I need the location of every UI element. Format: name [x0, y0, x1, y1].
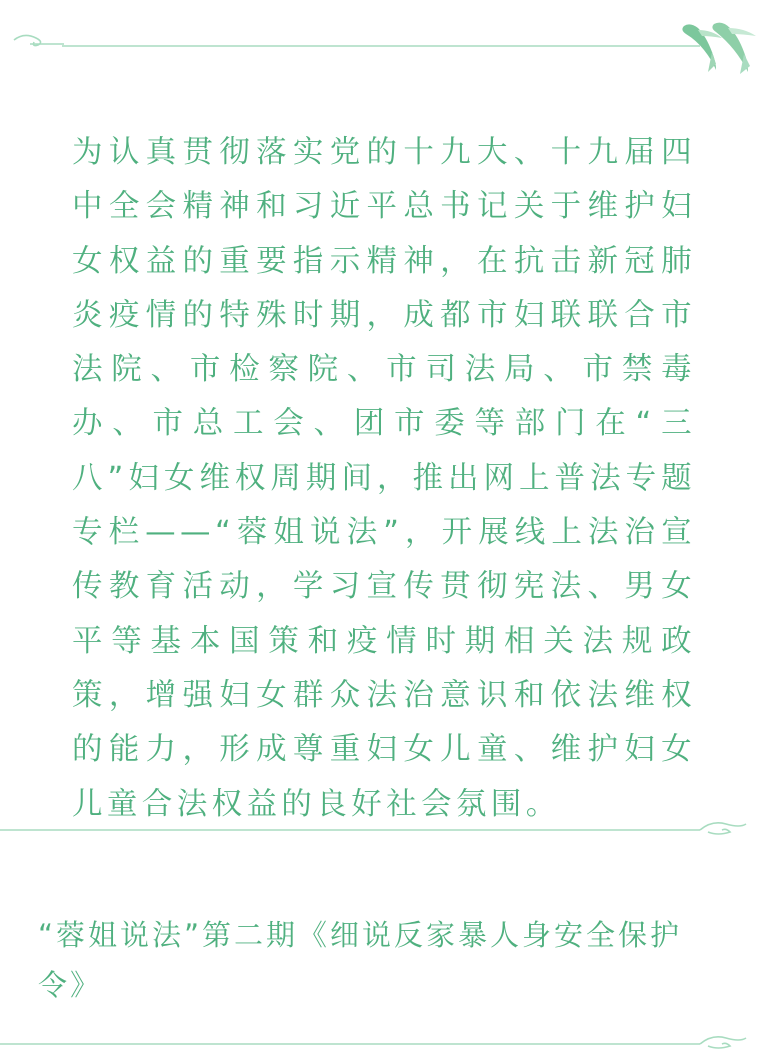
- scroll-curl-icon: [700, 1037, 746, 1048]
- scroll-curl-icon: [14, 35, 64, 45]
- top-divider: [0, 0, 760, 80]
- intro-paragraph: 为认真贯彻落实党的十九大、十九届四中全会精神和习近平总书记关于维护妇女权益的重要指示精神，在抗击新冠肺炎疫情的特殊时期，成都市妇联联合市法院、市检察院、市司法局、市禁毒办、市总工会、团市委等部门在“三八”妇女维权周期间，推出网上普法专题专栏——“蓉姐说法”，开展线上法治宣传教育活动，学习宣传贯彻宪法、男女平等基本国策和疫情时期相关法规政策，增强妇女群众法治意识和依法维权的能力，形成尊重妇女儿童、维护妇女儿童合法权益的良好社会氛围。: [72, 135, 696, 822]
- scroll-curl-icon: [700, 823, 746, 834]
- episode-title: “蓉姐说法”第二期《细说反家暴人身安全保护令》: [38, 918, 683, 1002]
- bottom-divider: [0, 1030, 760, 1054]
- mid-divider: [0, 814, 760, 838]
- swallows-icon: [682, 23, 756, 74]
